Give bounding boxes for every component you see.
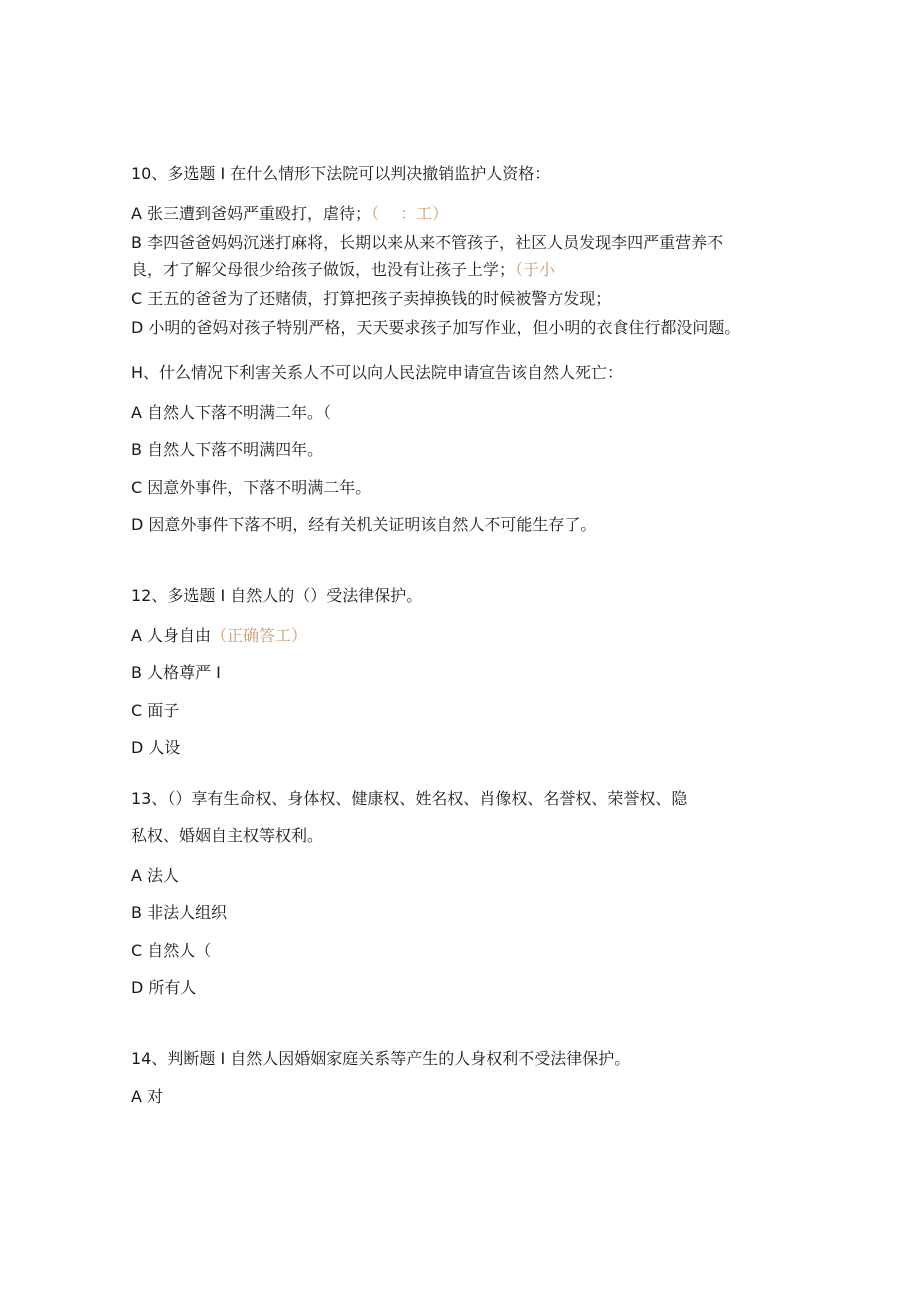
question-12-option-a bbox=[131, 625, 307, 647]
question-13-stem-line2: 私权、婚姻自主权等权利。 bbox=[131, 826, 324, 845]
question-12-option-d: D 人设 bbox=[131, 738, 181, 757]
question-11-option-b: B 自然人下落不明满四年。 bbox=[131, 440, 324, 459]
option-a-text: A 人身自由 bbox=[131, 626, 212, 645]
question-10-option-b-line1: B 李四爸爸妈妈沉迷打麻将，长期以来从来不管孩子，社区人员发现李四严重营养不 bbox=[131, 233, 724, 252]
answer-mark: （ ：工） bbox=[371, 204, 449, 223]
question-11-option-a: A 自然人下落不明满二年。（ bbox=[131, 403, 332, 422]
question-12-stem: 12、多选题 I 自然人的（）受法律保护。 bbox=[131, 586, 423, 605]
question-14-stem: 14、判断题 I 自然人因婚姻家庭关系等产生的人身权利不受法律保护。 bbox=[131, 1049, 631, 1068]
question-11-option-d: D 因意外事件下落不明，经有关机关证明该自然人不可能生存了。 bbox=[131, 515, 597, 534]
question-13-option-d: D 所有人 bbox=[131, 978, 197, 997]
option-b-text: 良，才了解父母很少给孩子做饭，也没有让孩子上学； bbox=[131, 260, 516, 279]
question-10-stem: 10、多选题 I 在什么情形下法院可以判决撤销监护人资格： bbox=[131, 164, 551, 183]
question-13-option-c: C 自然人（ bbox=[131, 941, 212, 960]
question-11-stem: H、什么情况下利害关系人不可以向人民法院申请宣告该自然人死亡： bbox=[131, 363, 624, 382]
question-12-option-b: B 人格尊严 I bbox=[131, 663, 221, 682]
question-13-option-b: B 非法人组织 bbox=[131, 903, 228, 922]
question-14-option-a: A 对 bbox=[131, 1087, 164, 1106]
answer-mark: （于小 bbox=[515, 260, 556, 279]
question-10-option-d: D 小明的爸妈对孩子特别严格，天天要求孩子加写作业，但小明的衣食住行都没问题。 bbox=[131, 318, 741, 337]
question-12-option-c: C 面子 bbox=[131, 701, 180, 720]
question-10-option-b-line2 bbox=[131, 259, 555, 281]
question-13-option-a: A 法人 bbox=[131, 866, 180, 885]
question-10-option-a bbox=[131, 203, 448, 225]
answer-mark: （正确答工） bbox=[211, 626, 308, 645]
question-11-option-c: C 因意外事件，下落不明满二年。 bbox=[131, 478, 372, 497]
option-a-text: A 张三遭到爸妈严重殴打，虐待； bbox=[131, 204, 372, 223]
question-13-stem-line1: 13、（）享有生命权、身体权、健康权、姓名权、肖像权、名誉权、荣誉权、隐 bbox=[131, 789, 688, 808]
question-10-option-c: C 王五的爸爸为了还赌债，打算把孩子卖掉换钱的时候被警方发现； bbox=[131, 289, 612, 308]
